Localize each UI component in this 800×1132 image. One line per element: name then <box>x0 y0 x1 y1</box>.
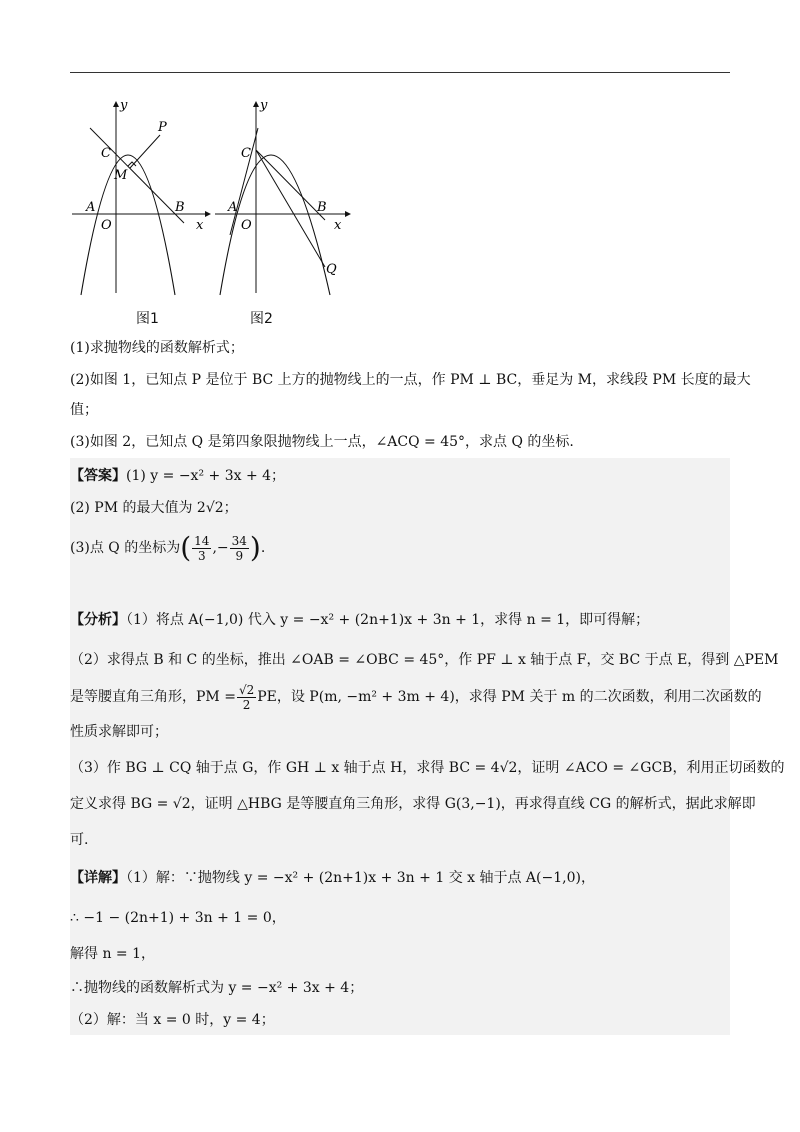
analysis-text-3-post: PE，设 P(m, −m² + 3m + 4)，求得 PM 关于 m 的二次函数，利用二次函数的 <box>257 689 762 705</box>
fig2-x-arrow <box>345 211 351 217</box>
fig1-x-arrow <box>205 211 211 217</box>
figure-2 <box>215 98 351 295</box>
fig1-segment-pm <box>130 135 160 168</box>
fraction-y-denominator: 9 <box>235 548 244 563</box>
fig2-label-a: A <box>228 200 238 215</box>
fig2-label-q: Q <box>326 262 337 277</box>
answer-line-3: (3)点 Q 的坐标为( $\frac{14}{3}$ ,− $\frac{34}{9}$ ). <box>70 531 266 564</box>
fig1-label-y: y <box>120 98 128 113</box>
detail-line-2: ∴ −1 − (2n+1) + 3n + 1 = 0， <box>70 910 286 926</box>
detail-label: 【详解】 <box>70 870 126 886</box>
left-paren: ( <box>180 531 192 564</box>
answer-3-prefix: (3)点 Q 的坐标为 <box>70 540 181 556</box>
fig1-label-o: O <box>101 218 112 233</box>
fraction-sqrt2-over-2 <box>237 683 256 712</box>
figure-1 <box>72 98 211 295</box>
fig2-label-o: O <box>241 218 252 233</box>
detail-line-4: ∴抛物线的函数解析式为 y = −x² + 3x + 4； <box>70 980 364 996</box>
fig2-label-b: B <box>317 200 327 215</box>
header-rule <box>70 72 730 73</box>
fraction-x <box>192 534 211 563</box>
fraction-y <box>230 534 249 563</box>
fig2-y-arrow <box>253 101 259 107</box>
fig2-label-y: y <box>260 98 268 113</box>
fig1-y-arrow <box>113 101 119 107</box>
fig1-line-bc <box>90 128 184 223</box>
analysis-line-1 <box>70 610 649 630</box>
answer-2: (2) PM 的最大值为 2√2； <box>70 500 238 516</box>
answer-3-suffix: . <box>260 540 266 556</box>
detail-line-5: （2）解：当 x = 0 时，y = 4； <box>70 1012 275 1028</box>
analysis-line-3 <box>70 680 762 714</box>
fraction-y-numerator: 34 <box>231 533 247 548</box>
analysis-label: 【分析】 <box>70 612 126 628</box>
figures <box>70 95 370 335</box>
right-paren: ) <box>249 531 261 564</box>
analysis-line-5: （3）作 BG ⊥ CQ 轴于点 G，作 GH ⊥ x 轴于点 H，求得 BC = 4√2，证明 ∠ACO = ∠GCB，利用正切函数的 <box>70 760 785 776</box>
fig1-label-x: x <box>196 218 204 233</box>
fraction-x-denominator: 3 <box>197 548 206 563</box>
detail-line-1 <box>70 868 595 888</box>
answer-line-1 <box>70 466 285 486</box>
question-3: (3)如图 2，已知点 Q 是第四象限抛物线上一点，∠ACQ = 45°，求点 Q 的坐标. <box>70 434 574 450</box>
fig2-label-x: x <box>334 218 342 233</box>
fig1-parabola <box>81 155 175 295</box>
analysis-text-3-pre: 是等腰直角三角形，PM = <box>70 689 236 705</box>
analysis-text-1: （1）将点 A(−1,0) 代入 y = −x² + (2n+1)x + 3n + 1，求得 n = 1，即可得解； <box>126 612 650 628</box>
fig1-label-p: P <box>158 120 167 135</box>
fraction-x-numerator: 14 <box>194 533 210 548</box>
figure-2-caption: 图2 <box>250 311 273 327</box>
fig2-line-cq <box>256 150 325 267</box>
question-2-line-2: 值； <box>70 402 98 418</box>
fraction-numerator: √2 <box>238 682 255 697</box>
answer-label: 【答案】 <box>70 468 126 484</box>
fig2-line-cb <box>256 150 325 220</box>
question-1: (1)求抛物线的函数解析式； <box>70 340 244 356</box>
fig1-label-m: M <box>114 168 128 183</box>
figure-1-caption: 图1 <box>136 311 159 327</box>
detail-line-3: 解得 n = 1， <box>70 946 156 962</box>
analysis-line-7: 可. <box>70 832 89 848</box>
analysis-line-6: 定义求得 BG = √2，证明 △HBG 是等腰直角三角形，求得 G(3,−1)，再求得直线 CG 的解析式，据此求解即 <box>70 796 756 812</box>
fig2-label-c: C <box>241 146 251 161</box>
fig1-label-c: C <box>101 146 111 161</box>
analysis-line-4: 性质求解即可； <box>70 724 168 740</box>
fraction-denominator: 2 <box>242 697 251 712</box>
answer-1: (1) y = −x² + 3x + 4； <box>126 468 286 484</box>
analysis-line-2: （2）求得点 B 和 C 的坐标，推出 ∠OAB = ∠OBC = 45°，作 PF ⊥ x 轴于点 F，交 BC 于点 E，得到 △PEM <box>70 652 779 668</box>
fig2-parabola <box>220 155 330 295</box>
detail-text-1: （1）解：∵抛物线 y = −x² + (2n+1)x + 3n + 1 交 x 轴于点 A(−1,0)， <box>126 870 595 886</box>
question-2-line-1: (2)如图 1，已知点 P 是位于 BC 上方的抛物线上的一点，作 PM ⊥ BC，垂足为 M，求线段 PM 长度的最大 <box>70 372 751 388</box>
fig1-label-b: B <box>175 200 185 215</box>
fig1-label-a: A <box>86 200 96 215</box>
